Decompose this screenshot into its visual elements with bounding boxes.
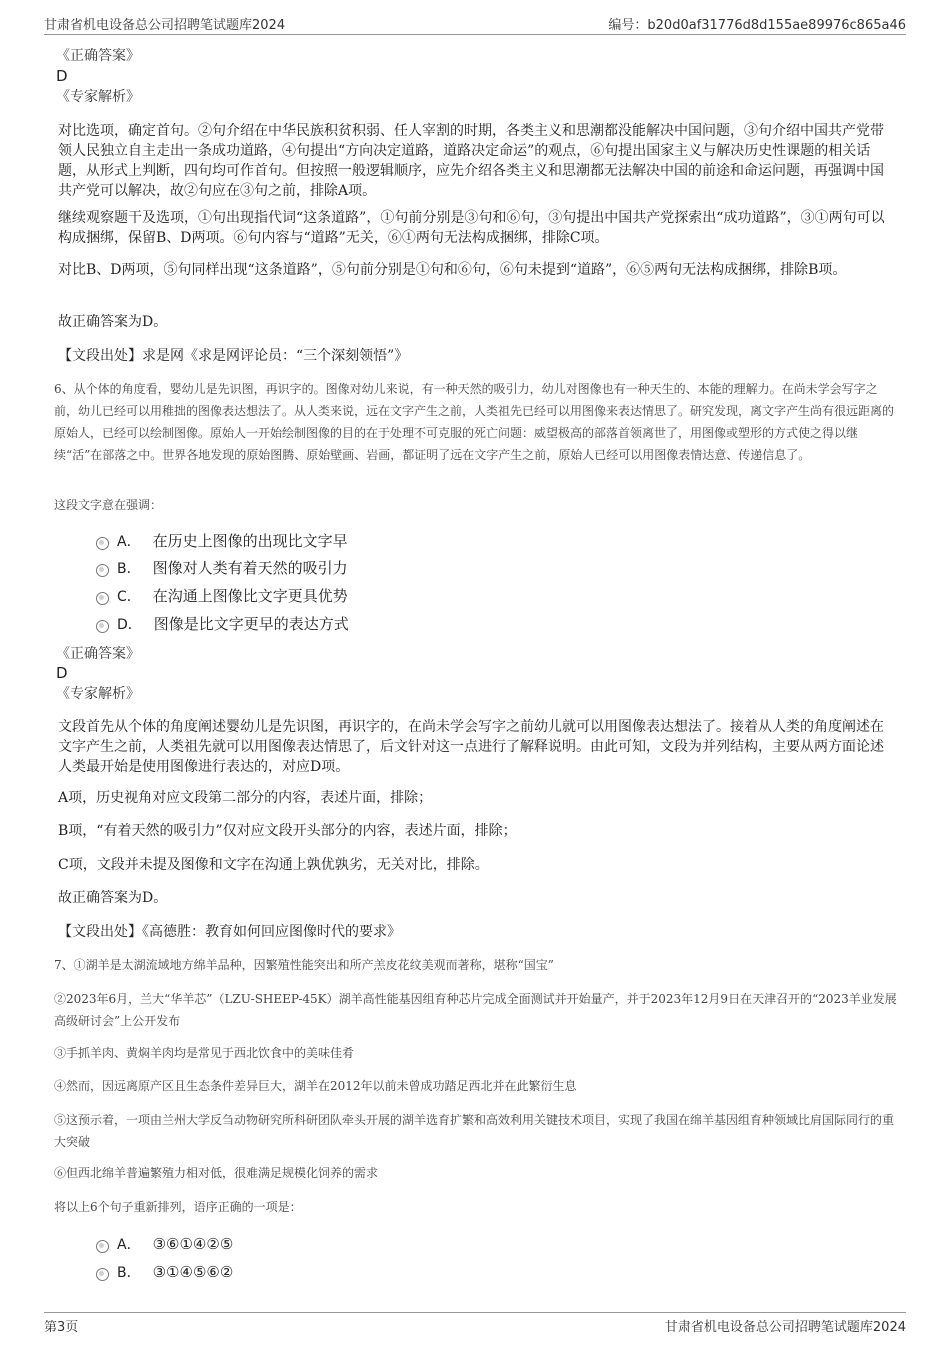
analysis-paragraph: B项，“有着天然的吸引力”仅对应文段开头部分的内容，表述片面，排除；: [58, 823, 517, 839]
sentence-1: 7、①湖羊是太湖流域地方绵羊品种，因繁殖性能突出和所产羔皮花纹美观而著称，堪称“国宝”: [54, 958, 554, 972]
page-footer: [44, 1312, 906, 1335]
correct-answer: D: [56, 664, 68, 682]
sentence-3: ③手抓羊肉、黄焖羊肉均是常见于西北饮食中的美味佳肴: [54, 1046, 355, 1060]
analysis-conclusion: 故正确答案为D。: [58, 890, 168, 906]
option-a[interactable]: A． ③⑥①④②⑤: [96, 1233, 233, 1255]
analysis-label: 《专家解析》: [56, 686, 140, 702]
option-b[interactable]: B． 图像对人类有着天然的吸引力: [96, 557, 348, 579]
radio-button[interactable]: [96, 620, 109, 633]
question-prompt: 将以上6个句子重新排列，语序正确的一项是：: [54, 1200, 302, 1214]
analysis-paragraph: 继续观察题干及选项，①句出现指代词“这条道路”，①句前分别是③句和⑥句，③句提出中国共产党探索出“成功道路”，③①两句可以构成捆绑，保留B、D两项。⑥句内容与“道路”无关，⑥①两句无法构成捆绑，排除C项。: [58, 210, 885, 246]
sentence-5: ⑤这预示着，一项由兰州大学反刍动物研究所科研团队牵头开展的湖羊选育扩繁和高效利用关键技术项目，实现了我国在绵羊基因组育种领域比肩国际同行的重大突破: [54, 1113, 895, 1149]
analysis-conclusion: 故正确答案为D。: [58, 314, 168, 330]
option-b[interactable]: B． ③①④⑤⑥②: [96, 1261, 233, 1283]
header-title: 甘肃省机电设备总公司招聘笔试题库2024: [44, 18, 286, 33]
radio-button[interactable]: [96, 537, 109, 550]
source-citation: 【文段出处】求是网《求是网评论员：“三个深刻领悟”》: [58, 348, 409, 364]
radio-button[interactable]: [96, 1268, 109, 1281]
page-header: [44, 14, 906, 35]
option-c[interactable]: C． 在沟通上图像比文字更具优势: [96, 585, 348, 607]
radio-button[interactable]: [96, 1240, 109, 1253]
option-a[interactable]: A． 在历史上图像的出现比文字早: [96, 530, 348, 552]
sentence-2: ②2023年6月，兰大“华羊芯”（LZU-SHEEP-45K）湖羊高性能基因组育种芯片完成全面测试并开始量产，并于2023年12月9日在天津召开的“2023羊业发展高级研讨会”上公开发布: [54, 992, 897, 1028]
answer-label: 《正确答案》: [56, 646, 140, 662]
sentence-4: ④然而，因远离原产区且生态条件差异巨大，湖羊在2012年以前未曾成功踏足西北并在此繁衍生息: [54, 1079, 577, 1093]
source-citation: 【文段出处】《高德胜：教育如何回应图像时代的要求》: [58, 924, 401, 940]
footer-title: 甘肃省机电设备总公司招聘笔试题库2024: [664, 1320, 906, 1335]
question-stem: 6、从个体的角度看，婴幼儿是先识图，再识字的。图像对幼儿来说，有一种天然的吸引力，幼儿对图像也有一种天生的、本能的理解力。在尚未学会写字之前，幼儿已经可以用稚拙的图像表达想法了。从人类来说，远在文字产生之前，人类祖先已经可以用图像来表达情思了。研究发现，离文字产生尚有很远距离的原始人，已经可以绘制图像。原始人一开始绘制图像的目的在于处理不可克服的死亡问题：威望极高的部落首领离世了，用图像或塑形的方式使之得以继续“活”在部落之中。世界各地发现的原始图腾、原始壁画、岩画，都证明了远在文字产生之前，原始人已经可以用图像表情达意、传递信息了。: [54, 382, 895, 462]
radio-button[interactable]: [96, 564, 109, 577]
analysis-paragraph: 文段首先从个体的角度阐述婴幼儿是先识图，再识字的，在尚未学会写字之前幼儿就可以用图像表达想法了。接着从人类的角度阐述在文字产生之前，人类祖先就可以用图像表达情思了，后文针对这一点进行了解释说明。由此可知，文段为并列结构，主要从两方面论述人类最开始是使用图像进行表达的，对应D项。: [58, 719, 884, 775]
sentence-6: ⑥但西北绵羊普遍繁殖力相对低，很难满足规模化饲养的需求: [54, 1166, 379, 1180]
question-prompt: 这段文字意在强调：: [54, 498, 163, 512]
analysis-paragraph: 对比B、D两项，⑤句同样出现“这条道路”，⑤句前分别是①句和⑥句，⑥句未提到“道路”，⑥⑤两句无法构成捆绑，排除B项。: [58, 262, 847, 278]
analysis-paragraph: A项，历史视角对应文段第二部分的内容，表述片面，排除；: [58, 790, 433, 806]
header-doc-id: 编号：b20d0af31776d8d155ae89976c865a46: [608, 18, 906, 33]
correct-answer: D: [56, 67, 68, 85]
answer-label: 《正确答案》: [56, 48, 140, 64]
radio-button[interactable]: [96, 592, 109, 605]
page-number: 第3页: [44, 1320, 79, 1335]
analysis-paragraph: C项，文段并未提及图像和文字在沟通上孰优孰劣，无关对比，排除。: [58, 857, 489, 873]
analysis-paragraph: 对比选项，确定首句。②句介绍在中华民族积贫积弱、任人宰割的时期，各类主义和思潮都没能解决中国问题，③句介绍中国共产党带领人民独立自主走出一条成功道路，④句提出“方向决定道路，道路决定命运”的观点，⑥句提出国家主义与解决历史性课题的相关话题，从形式上判断，四句均可作首句。但按照一般逻辑顺序，应先介绍各类主义和思潮都无法解决中国的前途和命运问题，再强调中国共产党可以解决，故②句应在③句之前，排除A项。: [58, 123, 884, 199]
analysis-label: 《专家解析》: [56, 89, 140, 105]
option-d[interactable]: D． 图像是比文字更早的表达方式: [96, 613, 349, 635]
